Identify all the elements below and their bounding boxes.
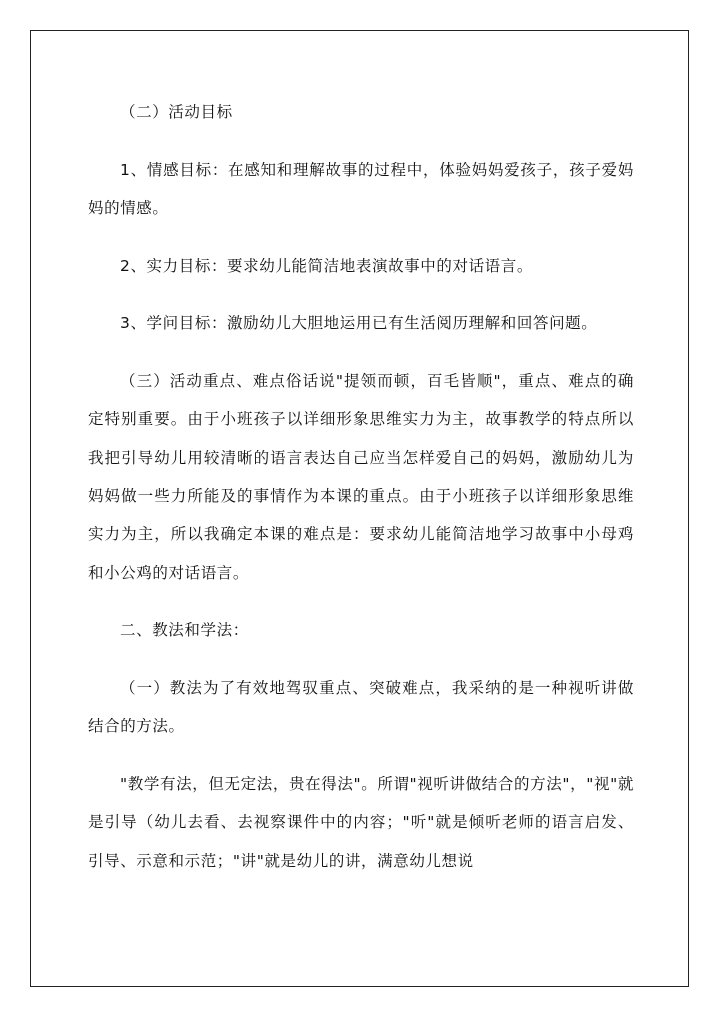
paragraph-teaching-method: （一）教法为了有效地驾驭重点、突破难点，我采纳的是一种视听讲做结合的方法。 <box>88 679 634 736</box>
paragraph-key-difficult-points: （三）活动重点、难点俗话说"提领而顿，百毛皆顺"，重点、难点的确定特别重要。由于小班孩子以详细形象思维实力为主，故事教学的特点所以我把引导幼儿用较清晰的语言表达自己应当怎样爱自己的妈妈，激励幼儿为妈妈做一些力所能及的事情作为本课的重点。由于小班孩子以详细形象思维实力为主，所以我确定本课的难点是：要求幼儿能简洁地学习故事中小母鸡和小公鸡的对话语言。 <box>88 371 634 582</box>
section-heading-teaching-methods: 二、教法和学法： <box>120 621 249 640</box>
paragraph-method-explanation: "教学有法，但无定法，贵在得法"。所谓"视听讲做结合的方法"，"视"就是引导（幼儿去看、去视察课件中的内容；"听"就是倾听老师的语言启发、引导、示意和示范；"讲"就是幼儿的讲，满意幼儿想说 <box>88 775 634 870</box>
paragraph-knowledge-goal: 3、学问目标：激励幼儿大胆地运用已有生活阅历理解和回答问题。 <box>120 314 598 333</box>
section-heading-activity-goals: （二）活动目标 <box>120 103 233 121</box>
paragraph-emotion-goal: 1、情感目标：在感知和理解故事的过程中，体验妈妈爱孩子，孩子爱妈妈的情感。 <box>88 160 634 217</box>
paragraph-ability-goal: 2、实力目标：要求幼儿能简洁地表演故事中的对话语言。 <box>120 256 533 275</box>
document-body <box>88 93 634 899</box>
